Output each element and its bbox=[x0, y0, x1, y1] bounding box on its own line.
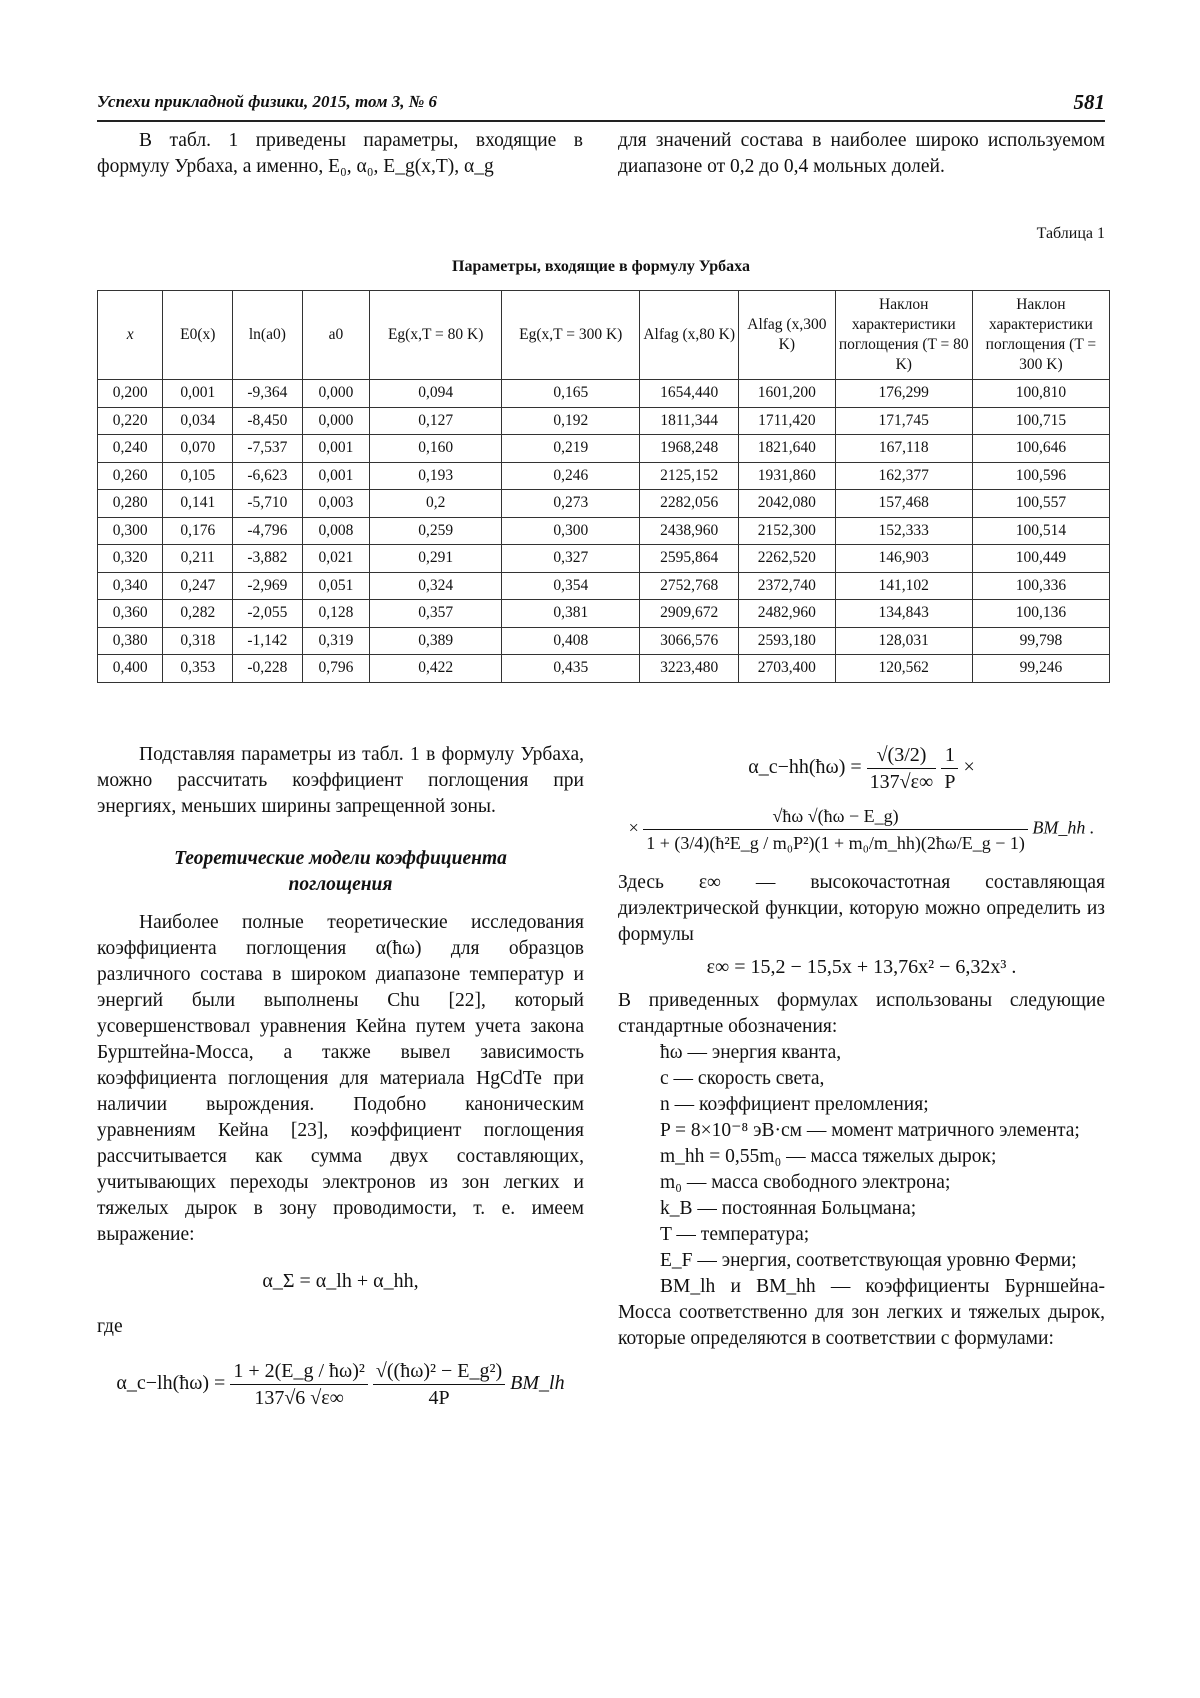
definition-item: P = 8×10⁻⁸ эВ·см — момент матричного элемента; bbox=[660, 1120, 1080, 1141]
col-header: Наклон характеристики поглощения (T = 80 K) bbox=[835, 291, 972, 380]
table-cell: 0,034 bbox=[163, 407, 233, 435]
paragraph: Здесь ε∞ — высокочастотная составляющая диэлектрической функции, которую можно определить из формулы bbox=[618, 872, 1105, 945]
table-cell: 1811,344 bbox=[640, 407, 739, 435]
table-cell: -6,623 bbox=[233, 462, 303, 490]
col-header: Наклон характеристики поглощения (T = 300 K) bbox=[972, 291, 1109, 380]
table-cell: 2042,080 bbox=[739, 490, 836, 518]
page-number: 581 bbox=[1073, 90, 1105, 114]
definition-item: T — температура; bbox=[660, 1224, 810, 1245]
table-cell: -3,882 bbox=[233, 545, 303, 573]
table-cell: 0,247 bbox=[163, 572, 233, 600]
table-cell: 2372,740 bbox=[739, 572, 836, 600]
table-cell: 0,319 bbox=[302, 627, 370, 655]
col-header: x bbox=[98, 291, 163, 380]
table-cell: 0,051 bbox=[302, 572, 370, 600]
table-cell: 0,176 bbox=[163, 517, 233, 545]
table-cell: 0,141 bbox=[163, 490, 233, 518]
table-cell: 0,070 bbox=[163, 435, 233, 463]
table-row bbox=[98, 655, 1110, 683]
numerator: √ħω √(ħω − E_g) bbox=[643, 803, 1028, 830]
col-header: Alfag (x,300 K) bbox=[739, 291, 836, 380]
numerator: √((ħω)² − E_g²) bbox=[373, 1358, 505, 1385]
table-cell: 141,102 bbox=[835, 572, 972, 600]
table-cell: 0,380 bbox=[98, 627, 163, 655]
table-cell: 100,336 bbox=[972, 572, 1109, 600]
table-cell: 1654,440 bbox=[640, 380, 739, 408]
col-header: E0(x) bbox=[163, 291, 233, 380]
intro-left bbox=[97, 128, 583, 180]
table-cell: 0,200 bbox=[98, 380, 163, 408]
table-cell: 100,810 bbox=[972, 380, 1109, 408]
equation-alpha-lh bbox=[97, 1358, 584, 1411]
table-cell: 0,796 bbox=[302, 655, 370, 683]
table-cell: 100,646 bbox=[972, 435, 1109, 463]
table-cell: 162,377 bbox=[835, 462, 972, 490]
left-column bbox=[97, 742, 584, 1411]
table-cell: 128,031 bbox=[835, 627, 972, 655]
table-cell: 0,273 bbox=[502, 490, 640, 518]
table-cell: 0,128 bbox=[302, 600, 370, 628]
table-caption: Таблица 1 bbox=[1036, 225, 1105, 242]
table-cell: 0,300 bbox=[98, 517, 163, 545]
table-cell: 0,408 bbox=[502, 627, 640, 655]
table-cell: 2703,400 bbox=[739, 655, 836, 683]
definition-item: m_hh = 0,55m₀ — масса тяжелых дырок; bbox=[660, 1146, 997, 1167]
table-cell: 2909,672 bbox=[640, 600, 739, 628]
table-cell: 1601,200 bbox=[739, 380, 836, 408]
table-cell: 0,219 bbox=[502, 435, 640, 463]
col-header: a0 bbox=[302, 291, 370, 380]
table-cell: 3066,576 bbox=[640, 627, 739, 655]
table-cell: 0,127 bbox=[370, 407, 502, 435]
times-sign: × bbox=[628, 817, 639, 838]
table-cell: 0,435 bbox=[502, 655, 640, 683]
denominator: 4P bbox=[428, 1387, 450, 1409]
eq-hh-lhs: α_c−hh(ħω) = bbox=[748, 756, 862, 779]
table-title: Параметры, входящие в формулу Урбаха bbox=[452, 258, 750, 275]
table-cell: -0,228 bbox=[233, 655, 303, 683]
section-heading: Теоретические модели коэффициента поглощения bbox=[174, 848, 507, 895]
numerator: 1 + 2(E_g / ħω)² bbox=[230, 1358, 368, 1385]
table-cell: 167,118 bbox=[835, 435, 972, 463]
table-cell: 100,557 bbox=[972, 490, 1109, 518]
table-row bbox=[98, 380, 1110, 408]
table-cell: 100,715 bbox=[972, 407, 1109, 435]
journal-title: Успехи прикладной физики, 2015, том 3, № 6 bbox=[97, 92, 438, 111]
table-row bbox=[98, 545, 1110, 573]
table-cell: 0,105 bbox=[163, 462, 233, 490]
table-cell: 0,192 bbox=[502, 407, 640, 435]
equation-alpha-hh-line2 bbox=[618, 803, 1105, 856]
table-cell: 176,299 bbox=[835, 380, 972, 408]
paragraph: Наиболее полные теоретические исследования коэффициента поглощения α(ħω) для образцов различного состава в широком диапазоне температур и энергий были выполнены Chu [22], который усовершенствовал уравнения Кейна путем учета закона Бурштейна-Мосса, а также вывел зависимость коэффициента поглощения для материала HgCdTe при наличии вырождения. Подобно каноническим уравнениям Кейна [23], коэффициент поглощения рассчитывается как сумма двух составляющих, учитывающих переходы электронов из зон легких и тяжелых дырок в зону проводимости, т. е. имеем выражение: bbox=[97, 912, 584, 1245]
definition-item: k_B — постоянная Больцмана; bbox=[660, 1198, 917, 1219]
table-cell: 2438,960 bbox=[640, 517, 739, 545]
table-cell: 2593,180 bbox=[739, 627, 836, 655]
equation-alpha-sum: α_Σ = α_lh + α_hh, bbox=[262, 1270, 419, 1292]
table-cell: 0,353 bbox=[163, 655, 233, 683]
table-cell: 0,400 bbox=[98, 655, 163, 683]
table-cell: 2752,768 bbox=[640, 572, 739, 600]
denominator: P bbox=[944, 771, 956, 793]
denominator: 1 + (3/4)(ħ²E_g / m₀P²)(1 + m₀/m_hh)(2ħω/E_g − 1) bbox=[646, 833, 1025, 853]
table-cell: 0,003 bbox=[302, 490, 370, 518]
table-cell: 2125,152 bbox=[640, 462, 739, 490]
definition-item: m₀ — масса свободного электрона; bbox=[660, 1172, 951, 1193]
table-cell: 0,2 bbox=[370, 490, 502, 518]
table-cell: 0,324 bbox=[370, 572, 502, 600]
paragraph: BM_lh и BM_hh — коэффициенты Бурншейна-Мосса соответственно для зон легких и тяжелых дырок, которые определяются в соответствии с формулами: bbox=[618, 1276, 1105, 1349]
table-cell: 2595,864 bbox=[640, 545, 739, 573]
table-cell: -1,142 bbox=[233, 627, 303, 655]
table-row bbox=[98, 462, 1110, 490]
table-cell: 1711,420 bbox=[739, 407, 836, 435]
definitions-list bbox=[618, 1040, 1105, 1274]
numerator: √(3/2) bbox=[867, 742, 937, 769]
table-cell: 3223,480 bbox=[640, 655, 739, 683]
running-head bbox=[97, 92, 1105, 122]
eq-lh-lhs: α_c−lh(ħω) = bbox=[116, 1372, 226, 1395]
table-cell: 99,798 bbox=[972, 627, 1109, 655]
table-row bbox=[98, 572, 1110, 600]
urbach-parameters-table bbox=[97, 290, 1110, 683]
table-cell: 0,021 bbox=[302, 545, 370, 573]
table-cell: 0,001 bbox=[163, 380, 233, 408]
table-row bbox=[98, 627, 1110, 655]
table-cell: 0,220 bbox=[98, 407, 163, 435]
table-row bbox=[98, 435, 1110, 463]
eq-hh-fraction-2 bbox=[941, 742, 958, 795]
table-cell: 2152,300 bbox=[739, 517, 836, 545]
table-cell: 1821,640 bbox=[739, 435, 836, 463]
denominator: 137√6 √ε∞ bbox=[254, 1387, 344, 1409]
eq-lh-fraction-2 bbox=[373, 1358, 505, 1411]
table-header-row bbox=[98, 291, 1110, 380]
equation-alpha-hh-line1 bbox=[618, 742, 1105, 795]
table-cell: 0,327 bbox=[502, 545, 640, 573]
intro-right-text: для значений состава в наиболее широко используемом диапазоне от 0,2 до 0,4 мольных долей. bbox=[618, 130, 1105, 177]
table-cell: 0,259 bbox=[370, 517, 502, 545]
right-column bbox=[618, 742, 1105, 1352]
table-cell: 0,357 bbox=[370, 600, 502, 628]
col-header: Alfag (x,80 K) bbox=[640, 291, 739, 380]
table-row bbox=[98, 600, 1110, 628]
table-cell: 0,381 bbox=[502, 600, 640, 628]
table-cell: 120,562 bbox=[835, 655, 972, 683]
table-cell: 134,843 bbox=[835, 600, 972, 628]
table-cell: -9,364 bbox=[233, 380, 303, 408]
definition-item: ħω — энергия кванта, bbox=[660, 1042, 842, 1063]
table-cell: 0,340 bbox=[98, 572, 163, 600]
times-sign: × bbox=[963, 756, 975, 779]
table-cell: 0,193 bbox=[370, 462, 502, 490]
where-label: где bbox=[97, 1316, 123, 1337]
table-cell: 0,300 bbox=[502, 517, 640, 545]
table-cell: 1968,248 bbox=[640, 435, 739, 463]
table-cell: 0,280 bbox=[98, 490, 163, 518]
table-cell: 2262,520 bbox=[739, 545, 836, 573]
table-row bbox=[98, 517, 1110, 545]
intro-right bbox=[618, 128, 1105, 180]
table-cell: 0,422 bbox=[370, 655, 502, 683]
table-cell: 0,260 bbox=[98, 462, 163, 490]
table-cell: 0,320 bbox=[98, 545, 163, 573]
paragraph: Подставляя параметры из табл. 1 в формулу Урбаха, можно рассчитать коэффициент поглощения при энергиях, меньших ширины запрещенной зоны. bbox=[97, 744, 584, 817]
table-row bbox=[98, 407, 1110, 435]
equation-epsilon: ε∞ = 15,2 − 15,5x + 13,76x² − 6,32x³ . bbox=[706, 956, 1017, 978]
eq-lh-tail: BM_lh bbox=[510, 1372, 565, 1395]
col-header: Eg(x,T = 300 K) bbox=[502, 291, 640, 380]
table-cell: 1931,860 bbox=[739, 462, 836, 490]
table-cell: 100,514 bbox=[972, 517, 1109, 545]
intro-left-text: В табл. 1 приведены параметры, входящие в формулу Урбаха, а именно, E₀, α₀, E_g(x,T), α_g bbox=[97, 130, 583, 177]
table-cell: 0,000 bbox=[302, 380, 370, 408]
table-cell: 100,449 bbox=[972, 545, 1109, 573]
table-cell: 157,468 bbox=[835, 490, 972, 518]
table-cell: 0,246 bbox=[502, 462, 640, 490]
table-cell: -2,969 bbox=[233, 572, 303, 600]
table-cell: 0,160 bbox=[370, 435, 502, 463]
definition-item: E_F — энергия, соответствующая уровню Ферми; bbox=[660, 1250, 1077, 1271]
eq-lh-fraction-1 bbox=[230, 1358, 368, 1411]
table-cell: -2,055 bbox=[233, 600, 303, 628]
table-cell: 0,000 bbox=[302, 407, 370, 435]
numerator: 1 bbox=[941, 742, 958, 769]
table-cell: 0,282 bbox=[163, 600, 233, 628]
eq-hh-tail: BM_hh . bbox=[1032, 817, 1095, 838]
table-cell: -4,796 bbox=[233, 517, 303, 545]
table-cell: 0,008 bbox=[302, 517, 370, 545]
table-body bbox=[98, 380, 1110, 683]
table-cell: 100,136 bbox=[972, 600, 1109, 628]
table-cell: 146,903 bbox=[835, 545, 972, 573]
table-cell: 0,240 bbox=[98, 435, 163, 463]
col-header: Eg(x,T = 80 K) bbox=[370, 291, 502, 380]
table-cell: 0,354 bbox=[502, 572, 640, 600]
table-cell: 0,318 bbox=[163, 627, 233, 655]
paragraph: В приведенных формулах использованы следующие стандартные обозначения: bbox=[618, 990, 1105, 1037]
table-cell: 0,165 bbox=[502, 380, 640, 408]
table-cell: 0,001 bbox=[302, 462, 370, 490]
table-cell: 171,745 bbox=[835, 407, 972, 435]
table-cell: 0,094 bbox=[370, 380, 502, 408]
col-header: ln(a0) bbox=[233, 291, 303, 380]
eq-hh-fraction-3 bbox=[643, 803, 1028, 856]
table-cell: 0,211 bbox=[163, 545, 233, 573]
table-cell: 2482,960 bbox=[739, 600, 836, 628]
table-cell: 0,389 bbox=[370, 627, 502, 655]
table-cell: 99,246 bbox=[972, 655, 1109, 683]
table-cell: 0,001 bbox=[302, 435, 370, 463]
table-cell: -5,710 bbox=[233, 490, 303, 518]
table-cell: 152,333 bbox=[835, 517, 972, 545]
table-cell: 0,360 bbox=[98, 600, 163, 628]
definition-item: n — коэффициент преломления; bbox=[660, 1094, 929, 1115]
table-cell: 0,291 bbox=[370, 545, 502, 573]
table-cell: -8,450 bbox=[233, 407, 303, 435]
table-cell: 2282,056 bbox=[640, 490, 739, 518]
definition-item: c — скорость света, bbox=[660, 1068, 825, 1089]
denominator: 137√ε∞ bbox=[869, 771, 934, 793]
table-cell: -7,537 bbox=[233, 435, 303, 463]
table-row bbox=[98, 490, 1110, 518]
eq-hh-fraction-1 bbox=[867, 742, 937, 795]
table-cell: 100,596 bbox=[972, 462, 1109, 490]
